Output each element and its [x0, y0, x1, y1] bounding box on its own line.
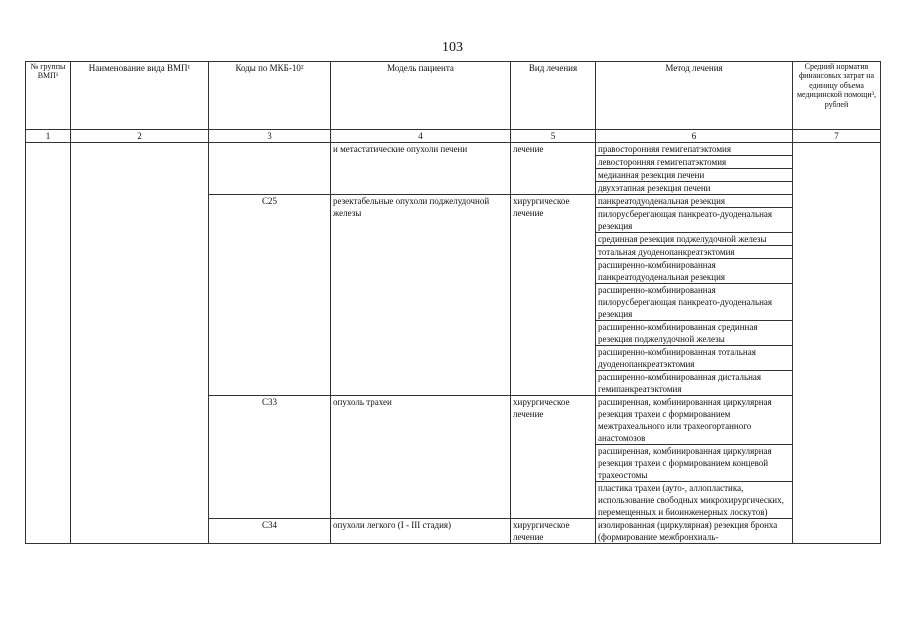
header-codes: Коды по МКБ-10²: [209, 62, 331, 130]
column-number: 5: [511, 130, 596, 143]
page-number: 103: [442, 40, 463, 55]
method-cell: тотальная дуоденопанкреатэктомия: [596, 246, 793, 259]
column-number: 7: [793, 130, 881, 143]
treatment-cell: хирургическое лечение: [511, 396, 596, 519]
model-cell: опухоли легкого (I - III стадия): [331, 519, 511, 544]
header-name: Наименование вида ВМП¹: [71, 62, 209, 130]
method-cell: расширенно-комбинированная панкреатодуоденальная резекция: [596, 259, 793, 284]
code-cell: С25: [209, 195, 331, 396]
method-cell: расширенно-комбинированная дистальная гемипанкреатэктомия: [596, 371, 793, 396]
column-number: 2: [71, 130, 209, 143]
column-number: 4: [331, 130, 511, 143]
model-cell: резектабельные опухоли поджелудочной железы: [331, 195, 511, 396]
method-cell: расширенно-комбинированная пилорусберегающая панкреато-дуоденальная резекция: [596, 284, 793, 321]
treatment-cell: лечение: [511, 143, 596, 195]
header-treatment: Вид лечения: [511, 62, 596, 130]
header-cost: Средний норматив финансовых затрат на единицу объема медицинской помощи³, рублей: [793, 62, 881, 130]
column-number: 1: [26, 130, 71, 143]
method-cell: срединная резекция поджелудочной железы: [596, 233, 793, 246]
treatment-cell: хирургическое лечение: [511, 195, 596, 396]
model-cell: опухоль трахеи: [331, 396, 511, 519]
method-cell: расширенно-комбинированная срединная резекция поджелудочной железы: [596, 321, 793, 346]
header-method: Метод лечения: [596, 62, 793, 130]
column-number-row: [26, 130, 881, 143]
method-cell: расширенная, комбинированная циркулярная резекция трахеи с формированием концевой трахеостомы: [596, 445, 793, 482]
model-cell: и метастатические опухоли печени: [331, 143, 511, 195]
column-number: 6: [596, 130, 793, 143]
method-cell: изолированная (циркулярная) резекция бронха (формирование межбронхиаль-: [596, 519, 793, 544]
method-cell: пилорусберегающая панкреато-дуоденальная резекция: [596, 208, 793, 233]
method-cell: расширенная, комбинированная циркулярная резекция трахеи с формированием межтрахеального или трахеогортанного анастомозов: [596, 396, 793, 445]
table-row: [26, 143, 881, 156]
treatment-cell: хирургическое лечение: [511, 519, 596, 544]
method-cell: панкреатодуоденальная резекция: [596, 195, 793, 208]
method-cell: двухэтапная резекция печени: [596, 182, 793, 195]
header-group: № группы ВМП¹: [26, 62, 71, 130]
code-cell: С34: [209, 519, 331, 544]
method-cell: правосторонняя гемигепатэктомия: [596, 143, 793, 156]
column-number: 3: [209, 130, 331, 143]
header-model: Модель пациента: [331, 62, 511, 130]
method-cell: медианная резекция печени: [596, 169, 793, 182]
name-cell: [71, 143, 209, 544]
method-cell: левосторонняя гемигепатэктомия: [596, 156, 793, 169]
method-cell: пластика трахеи (ауто-, аллопластика, использование свободных микрохирургических, перемещенных и биоинженерных лоскутов): [596, 482, 793, 519]
cost-cell: [793, 143, 881, 544]
vmp-table: [25, 61, 881, 544]
header-row: [26, 62, 881, 130]
method-cell: расширенно-комбинированная тотальная дуоденопанкреатэктомия: [596, 346, 793, 371]
code-cell: С33: [209, 396, 331, 519]
code-cell: [209, 143, 331, 195]
group-cell: [26, 143, 71, 544]
